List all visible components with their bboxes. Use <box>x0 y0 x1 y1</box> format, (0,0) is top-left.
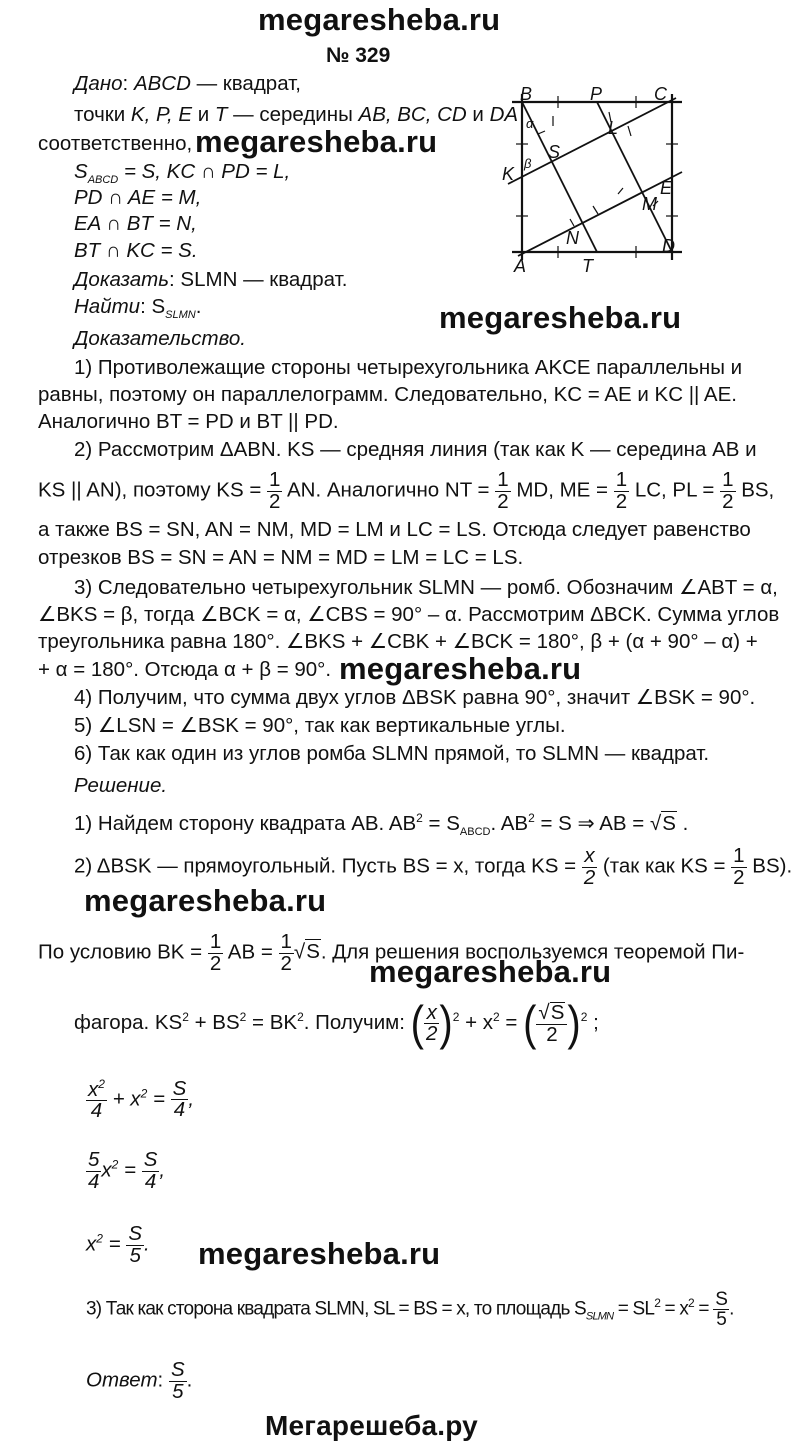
proof-step-3b: ∠BKS = β, тогда ∠BCK = α, ∠CBS = 90° – α. Рассмотрим ΔBCK. Сумма углов <box>38 603 780 626</box>
label-D: D <box>662 236 675 256</box>
proof-step-4: 4) Получим, что сумма двух углов ΔBSK равна 90°, значит ∠BSK = 90°. <box>74 686 756 709</box>
equation-2: $\frac{5}{4}$ $x^2$ = $\frac{S}{4}$ , <box>88 1148 166 1193</box>
solution-step-2: 2) ΔBSK — прямоугольный. Пусть BS = x, тогда KS = $\frac{x}{2}$ (так как KS = $\frac{1}{2}$ BS). <box>74 844 792 889</box>
label-K: K <box>502 164 515 184</box>
label-C: C <box>654 84 667 104</box>
answer-line: Ответ: $\frac{S}{5}$ . <box>86 1358 193 1403</box>
equation-3: $x^2$ = $\frac{S}{5}$ . <box>86 1222 150 1267</box>
label-P: P <box>590 84 603 104</box>
prove-line: Доказать: SLMN — квадрат. <box>74 268 348 291</box>
proof-step-1a: 1) Противолежащие стороны четырехугольника AKCE параллельны и <box>74 356 743 379</box>
watermark-3: megaresheba.ru <box>439 300 682 335</box>
proof-step-2c: а также BS = SN, AN = NM, MD = LM и LC = LS. Отсюда следует равенство <box>38 518 751 541</box>
solution-step-4: фагора. $KS^2 + BS^2 = BK^2$. Получим: ( $\frac{x}{2}$ )$^2 + x^2$ = ( $\frac{√S}{2}$ )$^2$ ; <box>74 997 599 1050</box>
solution-title: Решение. <box>74 774 168 797</box>
solution-step-5: 3) Так как сторона квадрата SLMN, SL = BS = x, то площадь $S_{SLMN} = SL^2 = x^2$ = $\frac{S}{5}$ . <box>86 1289 734 1330</box>
given-line-resp: соответственно, <box>38 132 193 155</box>
label-beta: β <box>524 156 532 171</box>
label-B: B <box>520 84 533 104</box>
given-line-4: PD ∩ AE = M, <box>74 186 202 209</box>
given-line-3: $S_{ABCD} = S$, KC ∩ PD = L, <box>74 160 291 187</box>
proof-step-2a: 2) Рассмотрим ΔABN. KS — средняя линия (так как K — середина AB и <box>74 438 757 461</box>
watermark-top: megaresheba.ru <box>258 2 501 37</box>
label-T: T <box>582 256 593 276</box>
watermark-7: megaresheba.ru <box>198 1236 441 1271</box>
watermark-6: megaresheba.ru <box>369 954 612 989</box>
proof-step-6: 6) Так как один из углов ромба SLMN прямой, то SLMN — квадрат. <box>74 742 710 765</box>
label-E: E <box>660 178 673 198</box>
proof-step-5: 5) ∠LSN = ∠BSK = 90°, так как вертикальные углы. <box>74 714 566 737</box>
given-line-6: BT ∩ KC = S. <box>74 239 198 262</box>
label-S: S <box>548 142 561 162</box>
proof-step-3d: + α = 180°. Отсюда α + β = 90°. <box>38 658 332 681</box>
solution-step-1: 1) Найдем сторону квадрата AB. $AB^2 = S_{ABCD}$. $AB^2 = S$ ⇒ AB = √S . <box>74 811 689 838</box>
given-line-5: EA ∩ BT = N, <box>74 212 197 235</box>
problem-number: № 329 <box>326 44 391 67</box>
proof-title: Доказательство. <box>74 327 246 350</box>
given-line-1: Дано: ABCD — квадрат, <box>74 72 301 95</box>
label-alpha: α <box>526 116 534 131</box>
watermark-2: megaresheba.ru <box>195 124 438 159</box>
proof-step-1c: Аналогично BT = PD и BT || PD. <box>38 410 339 433</box>
proof-step-3c: треугольника равна 180°. ∠BKS + ∠CBK + ∠BCK = 180°, β + (α + 90° – α) + <box>38 630 758 653</box>
solution-step-3: По условию BK = $\frac{1}{2}$ AB = $\frac{1}{2}$ √S. Для решения воспользуемся теоремой Пи- <box>38 930 745 975</box>
proof-step-3a: 3) Следовательно четырехугольник SLMN — ромб. Обозначим ∠ABT = α, <box>74 576 778 599</box>
label-N: N <box>566 228 579 248</box>
proof-step-2d: отрезков BS = SN = AN = NM = MD = LM = LC = LS. <box>38 546 524 569</box>
footer-brand: Мегарешеба.ру <box>265 1410 478 1441</box>
given-line-2: точки K, P, E и T — середины AB, BC, CD и DA <box>74 103 519 126</box>
proof-step-2b: KS || AN), поэтому KS = $\frac{1}{2}$ AN. Аналогично NT = $\frac{1}{2}$ MD, ME = $\frac{1}{2}$ LC, PL = $\frac{1}{2}$ BS, <box>38 468 775 513</box>
find-line: Найти: $S_{SLMN}$. <box>74 295 202 322</box>
watermark-5: megaresheba.ru <box>84 883 327 918</box>
label-A: A <box>514 256 527 276</box>
label-M: M <box>642 194 657 214</box>
watermark-4: megaresheba.ru <box>339 651 582 686</box>
equation-1: $\frac{x^2}{4}$ + $x^2$ = $\frac{S}{4}$ , <box>88 1076 195 1123</box>
square-figure <box>498 84 694 276</box>
proof-step-1b: равны, поэтому он параллелограмм. Следовательно, KC = AE и KC || AE. <box>38 383 737 406</box>
label-L: L <box>608 118 619 138</box>
